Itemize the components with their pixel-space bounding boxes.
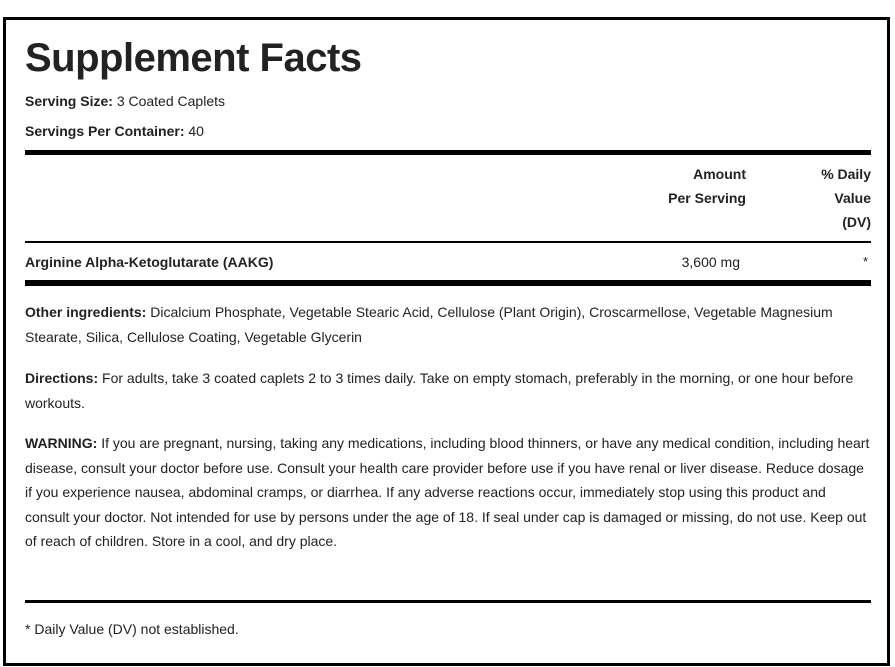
warning-label: WARNING: [25,435,98,451]
divider-thin-header [25,241,871,243]
servings-per-container [25,122,204,140]
servings-per-container-value: 40 [188,123,204,139]
ingredient-amount: 3,600 mg [681,254,740,270]
warning-text: If you are pregnant, nursing, taking any medications, including blood thinners, or have any medical condition, including heart disease, consult your doctor before use. Consult your health care provider before use if you have renal or liver disease. Reduce dosage if you experience nausea, abdominal cramps, or diarrhea. If any adverse reactions occur, immediately stop using this product and consult your doctor. Not intended for use by persons under the age of 18. If seal under cap is damaged or missing, do not use. Keep out of reach of children. Store in a cool, and dry place. [25,435,870,549]
serving-size [25,92,225,110]
divider-thick-table-end [25,280,871,286]
serving-size-label: Serving Size: [25,93,113,109]
serving-size-value: 3 Coated Caplets [116,93,225,109]
warning [25,431,873,554]
other-ingredients [25,300,873,349]
other-ingredients-label: Other ingredients: [25,304,147,320]
directions-label: Directions: [25,370,99,386]
other-ingredients-text: Dicalcium Phosphate, Vegetable Stearic Acid, Cellulose (Plant Origin), Croscarmellose, Vegetable Magnesium Stearate, Silica, Cellulose Coating, Vegetable Glycerin [25,304,833,345]
ingredient-daily-value: * [862,254,868,269]
divider-thick-top [25,150,871,155]
panel-title: Supplement Facts [25,36,362,80]
supplement-facts-panel [3,17,890,666]
ingredient-name: Arginine Alpha-Ketoglutarate (AAKG) [25,254,274,270]
directions-text: For adults, take 3 coated caplets 2 to 3 times daily. Take on empty stomach, preferably in the morning, or one hour before workouts. [25,370,854,411]
servings-per-container-label: Servings Per Container: [25,123,185,139]
daily-value-header: % Daily Value (DV) [821,166,871,230]
divider-footnote [25,600,871,603]
amount-per-serving-header: Amount Per Serving [668,166,746,206]
daily-value-footnote: * Daily Value (DV) not established. [25,621,239,637]
directions [25,366,873,415]
